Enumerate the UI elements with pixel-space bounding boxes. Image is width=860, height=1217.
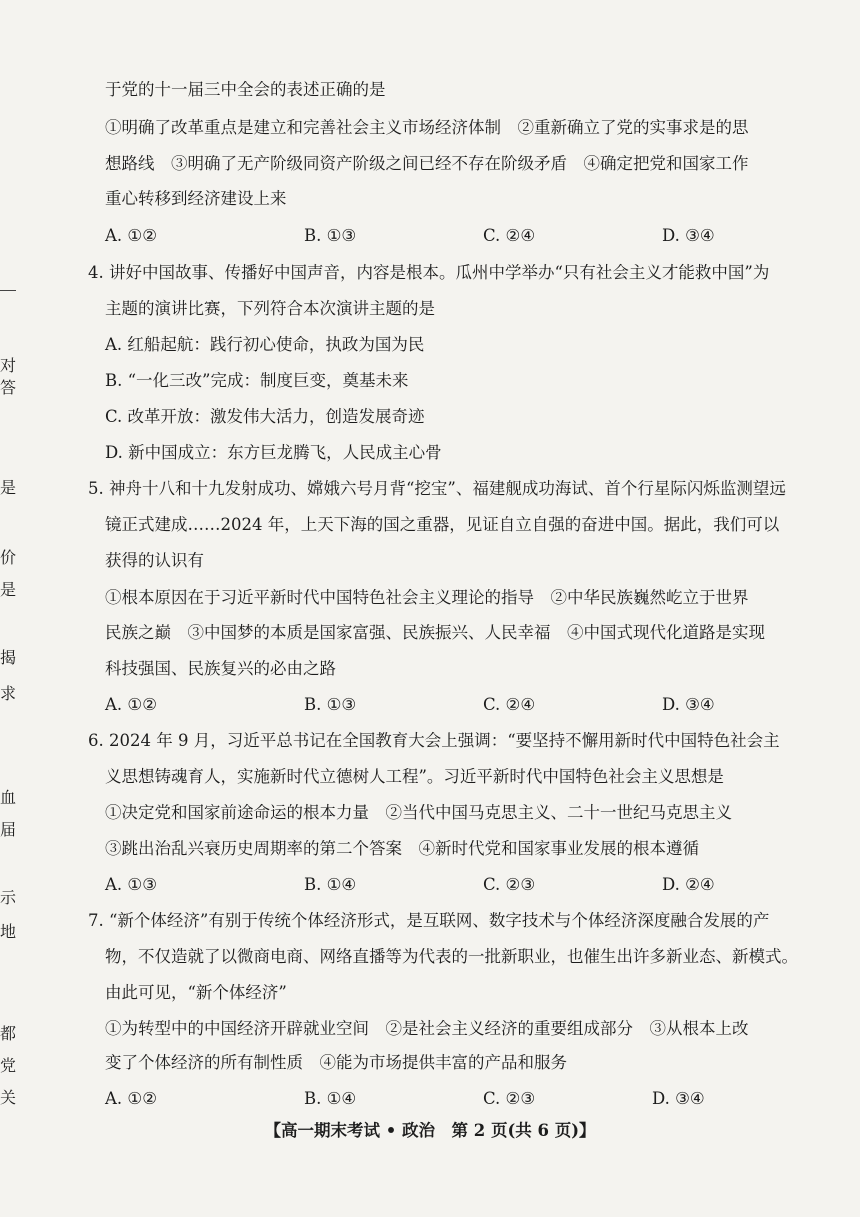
q5-stem-line: 获得的认识有 xyxy=(105,551,204,570)
q5-option-b: B. ①③ xyxy=(304,695,357,714)
q4-option-d: D. 新中国成立：东方巨龙腾飞，人民成主心骨 xyxy=(105,443,442,462)
q6-stem-line: 义思想铸魂育人，实施新时代立德树人工程”。习近平新时代中国特色社会主义思想是 xyxy=(105,767,724,786)
q7-option-c: C. ②③ xyxy=(483,1089,536,1108)
margin-char: 是 xyxy=(0,478,17,497)
margin-char: 地 xyxy=(0,922,17,941)
q3-option-b: B. ①③ xyxy=(304,226,357,245)
q3-option-d: D. ③④ xyxy=(662,226,715,245)
q3-option-c: C. ②④ xyxy=(483,226,536,245)
q6-stem-line: 6. 2024 年 9 月，习近平总书记在全国教育大会上强调：“要坚持不懈用新时代中国特色社会主 xyxy=(88,731,780,750)
margin-char: 示 xyxy=(0,888,17,907)
q7-item-line: 变了个体经济的所有制性质 ④能为市场提供丰富的产品和服务 xyxy=(105,1053,567,1072)
q7-item-line: ①为转型中的中国经济开辟就业空间 ②是社会主义经济的重要组成部分 ③从根本上改 xyxy=(105,1019,749,1038)
margin-char: 届 xyxy=(0,820,17,839)
q3-item-line: 想路线 ③明确了无产阶级同资产阶级之间已经不存在阶级矛盾 ④确定把党和国家工作 xyxy=(105,154,749,173)
q3-item-line: 重心转移到经济建设上来 xyxy=(105,189,287,208)
q5-option-c: C. ②④ xyxy=(483,695,536,714)
q5-option-a: A. ①② xyxy=(105,695,157,714)
margin-char: 是 xyxy=(0,580,17,599)
q3-option-a: A. ①② xyxy=(105,226,157,245)
margin-char: 党 xyxy=(0,1056,17,1075)
q4-stem-line: 4. 讲好中国故事、传播好中国声音，内容是根本。瓜州中学举办“只有社会主义才能救中国”为 xyxy=(88,263,770,282)
q3-item-line: ①明确了改革重点是建立和完善社会主义市场经济体制 ②重新确立了党的实事求是的思 xyxy=(105,118,749,137)
margin-dash xyxy=(0,290,16,291)
q7-option-a: A. ①② xyxy=(105,1089,157,1108)
q7-option-b: B. ①④ xyxy=(304,1089,357,1108)
margin-char: 都 xyxy=(0,1024,17,1043)
margin-char: 揭 xyxy=(0,648,17,667)
q5-item-line: 民族之巅 ③中国梦的本质是国家富强、民族振兴、人民幸福 ④中国式现代化道路是实现 xyxy=(105,623,765,642)
q5-stem-line: 5. 神舟十八和十九发射成功、嫦娥六号月背“挖宝”、福建舰成功海试、首个行星际闪烁监测望远 xyxy=(88,479,786,498)
margin-char: 关 xyxy=(0,1088,17,1107)
q4-option-c: C. 改革开放：激发伟大活力，创造发展奇迹 xyxy=(105,407,425,426)
q4-option-b: B. “一化三改”完成：制度巨变，奠基未来 xyxy=(105,371,409,390)
q6-item-line: ①决定党和国家前途命运的根本力量 ②当代中国马克思主义、二十一世纪马克思主义 xyxy=(105,803,732,822)
q5-stem-line: 镜正式建成……2024 年，上天下海的国之重器，见证自立自强的奋进中国。据此，我们可以 xyxy=(105,515,780,534)
margin-char: 答 xyxy=(0,378,17,397)
q5-item-line: ①根本原因在于习近平新时代中国特色社会主义理论的指导 ②中华民族巍然屹立于世界 xyxy=(105,588,749,607)
margin-char: 血 xyxy=(0,788,17,807)
q4-stem-line: 主题的演讲比赛，下列符合本次演讲主题的是 xyxy=(105,299,435,318)
q6-item-line: ③跳出治乱兴衰历史周期率的第二个答案 ④新时代党和国家事业发展的根本遵循 xyxy=(105,839,699,858)
page-footer: 【高一期末考试 • 政治 第 2 页(共 6 页)】 xyxy=(264,1121,596,1140)
q6-option-d: D. ②④ xyxy=(662,875,715,894)
margin-char: 对 xyxy=(0,356,17,375)
q3-stem-tail: 于党的十一届三中全会的表述正确的是 xyxy=(105,80,386,99)
q5-item-line: 科技强国、民族复兴的必由之路 xyxy=(105,659,336,678)
q7-stem-line: 7. “新个体经济”有别于传统个体经济形式，是互联网、数字技术与个体经济深度融合发展的产 xyxy=(88,911,770,930)
q7-stem-line: 物，不仅造就了以微商电商、网络直播等为代表的一批新职业，也催生出许多新业态、新模式。 xyxy=(105,947,798,966)
q6-option-b: B. ①④ xyxy=(304,875,357,894)
margin-char: 求 xyxy=(0,684,17,703)
q4-option-a: A. 红船起航：践行初心使命，执政为国为民 xyxy=(105,335,425,354)
q6-option-c: C. ②③ xyxy=(483,875,536,894)
q7-stem-line: 由此可见，“新个体经济” xyxy=(105,983,287,1002)
q5-option-d: D. ③④ xyxy=(662,695,715,714)
q6-option-a: A. ①③ xyxy=(105,875,157,894)
q7-option-d: D. ③④ xyxy=(652,1089,705,1108)
margin-char: 价 xyxy=(0,548,17,567)
